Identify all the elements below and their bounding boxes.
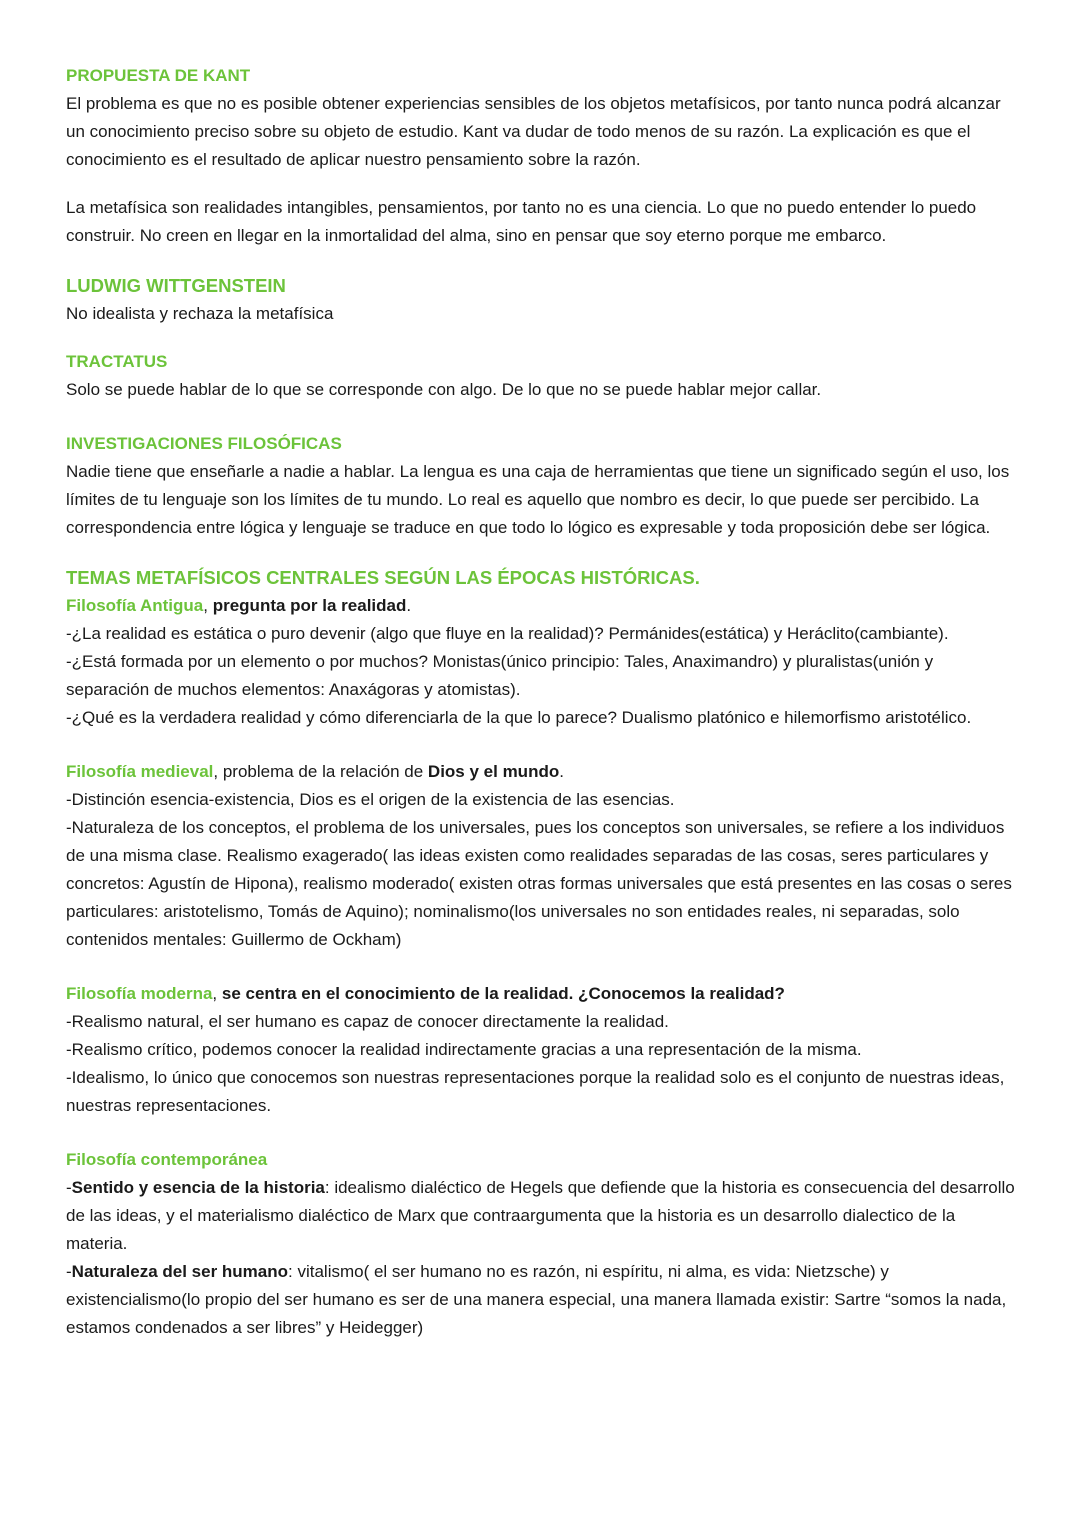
medieval-line-1: -Distinción esencia-existencia, Dios es el origen de la existencia de las esencias. bbox=[66, 790, 675, 809]
medieval-heading bbox=[66, 758, 1016, 786]
moderna-line-3: -Idealismo, lo único que conocemos son nuestras representaciones porque la realidad solo es el conjunto de nuestras ideas, nuestras representaciones. bbox=[66, 1068, 1005, 1115]
medieval-line-2: -Naturaleza de los conceptos, el problema de los universales, pues los conceptos son universales, se refiere a los individuos de una misma clase. Realismo exagerado( las ideas existen como realidades separadas de las cosas, seres particulares y concretos: Agustín de Hipona), realismo moderado( existen otras formas universales que está presentes en las cosas o seres particulares: aristotelismo, Tomás de Aquino); nominalismo(los universales no son entidades reales, ni separadas, solo contenidos mentales: Guillermo de Ockham) bbox=[66, 818, 1012, 949]
wittgenstein-title: LUDWIG WITTGENSTEIN bbox=[66, 275, 286, 296]
moderna-label: Filosofía moderna bbox=[66, 984, 213, 1003]
kant-paragraph-2: La metafísica son realidades intangibles, pensamientos, por tanto no es una ciencia. Lo que no puedo entender lo puedo construir. No creen en llegar en la inmortalidad del alma, sino en pensar que soy eterno porque me embarco. bbox=[66, 198, 977, 245]
moderna-line-1: -Realismo natural, el ser humano es capaz de conocer directamente la realidad. bbox=[66, 1012, 669, 1031]
antigua-sep: , bbox=[203, 596, 213, 615]
contemporanea-l1-dash: - bbox=[66, 1178, 72, 1197]
contemporanea-l2-bold: Naturaleza del ser humano bbox=[71, 1262, 289, 1281]
contemporanea-l1-bold: Sentido y esencia de la historia bbox=[71, 1178, 325, 1197]
medieval-end: . bbox=[559, 762, 564, 781]
investigaciones-title: INVESTIGACIONES FILOSÓFICAS bbox=[66, 434, 342, 453]
contemporanea-label: Filosofía contemporánea bbox=[66, 1150, 268, 1169]
temas-title: TEMAS METAFÍSICOS CENTRALES SEGÚN LAS ÉPOCAS HISTÓRICAS. bbox=[66, 567, 700, 588]
antigua-heading bbox=[66, 592, 1016, 620]
antigua-line-2: -¿Está formada por un elemento o por muchos? Monistas(único principio: Tales, Anaximandro) y pluralistas(unión y separación de muchos elementos: Anaxágoras y atomistas). bbox=[66, 652, 934, 699]
antigua-end: . bbox=[406, 596, 412, 615]
contemporanea-l2-dash: - bbox=[66, 1262, 72, 1281]
contemporanea-line-2 bbox=[66, 1258, 1016, 1342]
contemporanea-l1-text: : idealismo dialéctico de Hegels que defiende que la historia es consecuencia del desarrollo de las ideas, y el materialismo dialéctico de Marx que contraargumenta que la historia es un desarrollo dialectico de la materia. bbox=[66, 1178, 1015, 1253]
moderna-heading-bold: se centra en el conocimiento de la realidad. ¿Conocemos la realidad? bbox=[221, 984, 785, 1003]
medieval-label: Filosofía medieval bbox=[66, 762, 214, 781]
antigua-label: Filosofía Antigua bbox=[66, 596, 204, 615]
document-page bbox=[66, 62, 1016, 1342]
contemporanea-l2-text: : vitalismo( el ser humano no es razón, ni espíritu, ni alma, es vida: Nietzsche) y existencialismo(lo propio del ser humano es ser de una manera especial, una manera llamada existir: Sartre “somos la nada, estamos condenados a ser libres” y Heidegger) bbox=[66, 1262, 1007, 1337]
tractatus-text: Solo se puede hablar de lo que se corresponde con algo. De lo que no se puede hablar mejor callar. bbox=[66, 380, 822, 399]
kant-paragraph-1: El problema es que no es posible obtener experiencias sensibles de los objetos metafísicos, por tanto nunca podrá alcanzar un conocimiento preciso sobre su objeto de estudio. Kant va dudar de todo menos de su razón. La explicación es que el conocimiento es el resultado de aplicar nuestro pensamiento sobre la razón. bbox=[66, 94, 1001, 169]
medieval-text: , problema de la relación de bbox=[213, 762, 428, 781]
antigua-heading-bold: pregunta por la realidad bbox=[212, 596, 407, 615]
medieval-bold: Dios y el mundo bbox=[427, 762, 560, 781]
antigua-line-1: -¿La realidad es estática o puro devenir (algo que fluye en la realidad)? Permánides(estática) y Heráclito(cambiante). bbox=[66, 624, 949, 643]
tractatus-title: TRACTATUS bbox=[66, 352, 168, 371]
moderna-sep: , bbox=[212, 984, 222, 1003]
contemporanea-line-1 bbox=[66, 1174, 1016, 1258]
wittgenstein-intro: No idealista y rechaza la metafísica bbox=[66, 304, 334, 323]
moderna-line-2: -Realismo crítico, podemos conocer la realidad indirectamente gracias a una representación de la misma. bbox=[66, 1040, 862, 1059]
investigaciones-text: Nadie tiene que enseñarle a nadie a hablar. La lengua es una caja de herramientas que tiene un significado según el uso, los límites de tu lenguaje son los límites de tu mundo. Lo real es aquello que nombro es decir, lo que puede ser percibido. La correspondencia entre lógica y lenguaje se traduce en que todo lo lógico es expresable y toda proposición debe ser lógica. bbox=[66, 462, 1010, 537]
antigua-line-3: -¿Qué es la verdadera realidad y cómo diferenciarla de la que lo parece? Dualismo platónico e hilemorfismo aristotélico. bbox=[66, 708, 972, 727]
moderna-heading bbox=[66, 980, 1016, 1008]
kant-title: PROPUESTA DE KANT bbox=[66, 66, 251, 85]
